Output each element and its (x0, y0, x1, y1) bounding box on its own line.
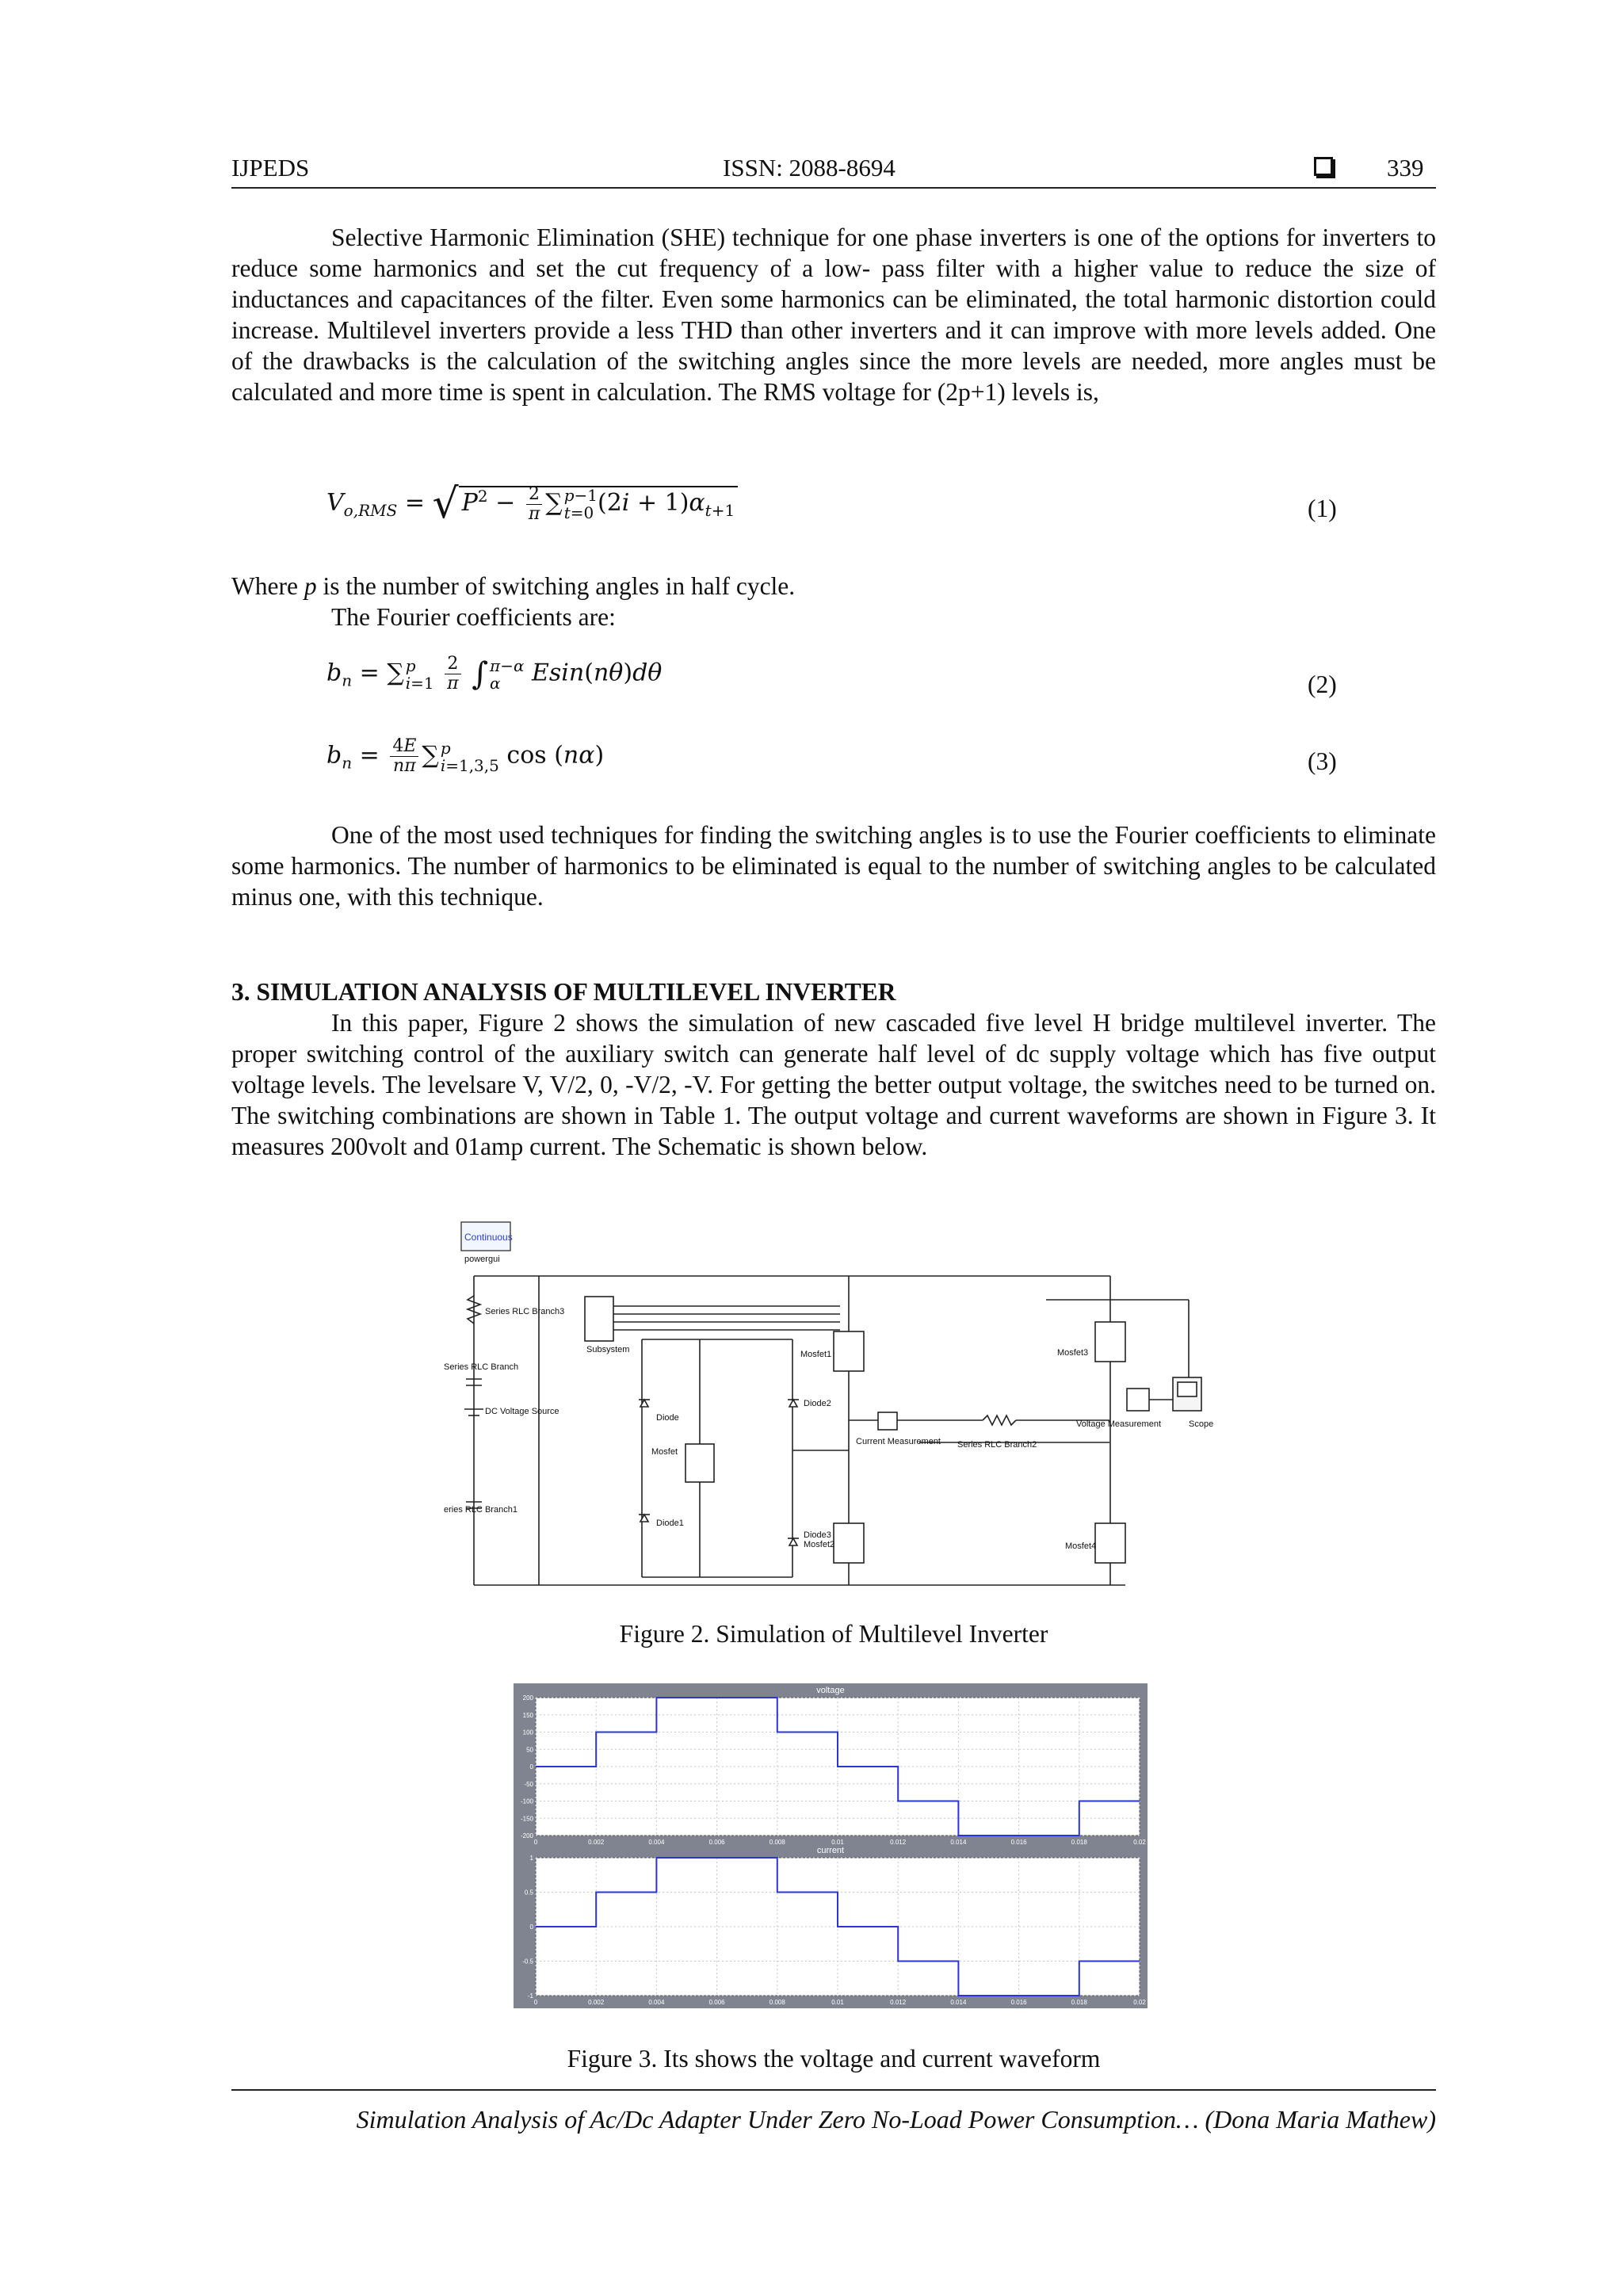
x-tick-label: 0.004 (648, 1839, 665, 1846)
x-tick-label: 0.01 (831, 1999, 844, 2006)
figure-2-schematic (444, 1213, 1236, 1597)
x-tick-label: 0.006 (708, 1839, 725, 1846)
y-tick-label: 0 (529, 1924, 533, 1931)
voltage-measurement-label: Voltage Measurement (1076, 1419, 1162, 1429)
x-tick-label: 0.002 (588, 1839, 605, 1846)
x-tick-label: 0.018 (1071, 1839, 1087, 1846)
diode-label: Diode (656, 1413, 679, 1423)
y-tick-label: -150 (520, 1815, 533, 1823)
scope-label: Scope (1189, 1419, 1214, 1429)
x-tick-label: 0.002 (588, 1999, 605, 2006)
x-tick-label: 0.008 (769, 1839, 785, 1846)
figure-2-caption: Figure 2. Simulation of Multilevel Inverter (619, 1620, 1048, 1648)
fourier-line: The Fourier coefficients are: (331, 603, 616, 631)
series-rlc-branch2-label: Series RLC Branch2 (957, 1440, 1037, 1450)
figure-3-caption: Figure 3. Its shows the voltage and current waveform (567, 2045, 1101, 2073)
equation-2: $b_n$ = ∑ p i=1 $\frac{2}{\pi}$ ∫ π−α α Esin(nθ)dθ (327, 654, 663, 693)
mosfet1-label: Mosfet1 (800, 1350, 832, 1359)
y-tick-label: 0 (529, 1763, 533, 1771)
page-number: 339 (1387, 154, 1424, 181)
square-bullet-icon (1314, 157, 1333, 176)
header-rule (231, 187, 1436, 189)
y-tick-label: 50 (526, 1746, 533, 1754)
section-paragraph (231, 1007, 1436, 1162)
x-tick-label: 0.004 (648, 1999, 665, 2006)
x-tick-label: 0.01 (831, 1839, 844, 1846)
footer-citation: Simulation Analysis of Ac/Dc Adapter Under Zero No-Load Power Consumption… (Dona Maria Mathew) (356, 2105, 1436, 2134)
x-tick-label: 0.012 (890, 1839, 907, 1846)
diode1-label: Diode1 (656, 1519, 684, 1528)
x-tick-label: 0.008 (769, 1999, 785, 2006)
y-tick-label: -200 (520, 1832, 533, 1839)
diode3-label: Diode3 (804, 1530, 831, 1540)
continuous-label: Continuous (464, 1232, 513, 1243)
x-tick-label: 0.018 (1071, 1999, 1087, 2006)
y-tick-label: -100 (520, 1797, 533, 1805)
x-tick-label: 0.012 (890, 1999, 907, 2006)
journal-name: IJPEDS (231, 154, 310, 181)
x-tick-label: 0.02 (1133, 1999, 1146, 2006)
series-rlc-branch1-label: eries RLC Branch1 (444, 1505, 517, 1515)
mosfet2-label: Mosfet2 (804, 1540, 835, 1549)
x-tick-label: 0.014 (950, 1999, 967, 2006)
where-line: Where p is the number of switching angles in half cycle. (231, 572, 796, 600)
equation-1: $V_{o,RMS}$ = √ $P^2$ − $\frac{2}{\pi}$ ∑ p−1 t=0 $(2i + 1)\alpha_{t+1}$ (327, 480, 738, 528)
x-tick-label: 0 (533, 1999, 538, 2006)
technique-text: One of the most used techniques for finding the switching angles is to use the Fourier coefficients to eliminate some harmonics. The number of harmonics to be eliminated is equal to the number of switching angles to be calculated minus one, with this technique. (231, 821, 1436, 911)
series-rlc-branch3-label: Series RLC Branch3 (485, 1307, 565, 1316)
equation-3: $b_n$ = $\frac{4E}{n\pi}$ ∑ p i=1,3,5 cos (nα) (327, 736, 605, 776)
x-tick-label: 0 (533, 1839, 538, 1846)
y-tick-label: -1 (527, 1992, 533, 2000)
y-tick-label: 0.5 (524, 1889, 533, 1897)
x-tick-label: 0.016 (1010, 1999, 1027, 2006)
mosfet-label: Mosfet (651, 1447, 678, 1457)
equation-3-number: (3) (1308, 747, 1337, 775)
y-tick-label: -0.5 (522, 1958, 533, 1966)
section-heading: 3. SIMULATION ANALYSIS OF MULTILEVEL INVERTER (231, 978, 896, 1006)
y-tick-label: 200 (522, 1694, 533, 1702)
section-text: In this paper, Figure 2 shows the simulation of new cascaded five level H bridge multilevel inverter. The proper switching control of the auxiliary switch can generate half level of dc supply voltage which has five output voltage levels. The levelsare V, V/2, 0, -V/2, -V. For getting the better output voltage, the switches need to be turned on. The switching combinations are shown in Table 1. The output voltage and current waveforms are shown in Figure 3. It measures 200volt and 01amp current. The Schematic is shown below. (231, 1009, 1436, 1160)
voltage-panel-title: voltage (816, 1686, 845, 1695)
intro-text: Selective Harmonic Elimination (SHE) technique for one phase inverters is one of the options for inverters to reduce some harmonics and set the cut frequency of a low- pass filter with a higher value to reduce the size of inductances and capacitances of the filter. Even some harmonics can be eliminated, the total harmonic distortion could increase. Multilevel inverters provide a less THD than other inverters and it can improve with more levels added. One of the drawbacks is the calculation of the switching angles since the more levels are needed, more angles must be calculated and more time is spent in calculation. The RMS voltage for (2p+1) levels is, (231, 223, 1436, 406)
y-tick-label: -50 (524, 1780, 533, 1788)
current-measurement-label: Current Measurement (856, 1437, 941, 1446)
equation-2-number: (2) (1308, 670, 1337, 698)
series-rlc-branch-label: Series RLC Branch (444, 1362, 519, 1372)
diode2-label: Diode2 (804, 1399, 831, 1408)
x-tick-label: 0.016 (1010, 1839, 1027, 1846)
dc-voltage-source-label: DC Voltage Source (485, 1407, 559, 1416)
y-tick-label: 150 (522, 1711, 533, 1719)
footer-rule (231, 2089, 1436, 2091)
mosfet3-label: Mosfet3 (1057, 1348, 1089, 1358)
x-tick-label: 0.006 (708, 1999, 725, 2006)
issn: ISSN: 2088-8694 (723, 154, 896, 181)
mosfet4-label: Mosfet4 (1065, 1541, 1097, 1551)
x-tick-label: 0.014 (950, 1839, 967, 1846)
x-tick-label: 0.02 (1133, 1839, 1146, 1846)
subsystem-label: Subsystem (586, 1345, 630, 1354)
technique-paragraph (231, 819, 1436, 912)
equation-1-number: (1) (1308, 495, 1337, 522)
y-tick-label: 1 (529, 1855, 533, 1862)
where-variable: p (304, 572, 317, 600)
figure-3-chart (514, 1683, 1148, 2008)
powergui-label: powergui (464, 1255, 500, 1264)
intro-paragraph (231, 222, 1436, 407)
y-tick-label: 100 (522, 1729, 533, 1736)
current-panel-title: current (816, 1846, 845, 1855)
